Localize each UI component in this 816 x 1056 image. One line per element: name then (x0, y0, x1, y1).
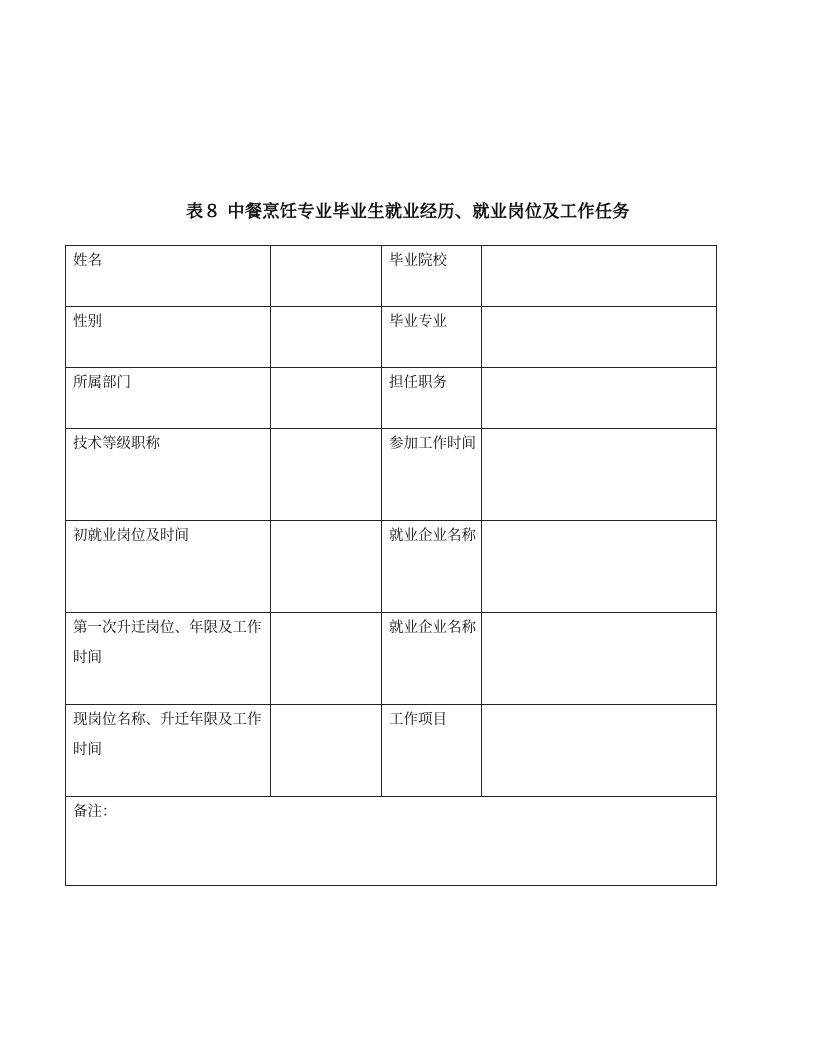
label-major: 毕业专业 (382, 307, 482, 368)
work-items-field[interactable] (482, 705, 717, 797)
label-work-items: 工作项目 (382, 705, 482, 797)
page-title: 表８ 中餐烹饪专业毕业生就业经历、就业岗位及工作任务 (186, 202, 630, 222)
table-row (66, 307, 717, 368)
label-school: 毕业院校 (382, 246, 482, 307)
label-company-name-2: 就业企业名称 (382, 613, 482, 705)
table-row (66, 521, 717, 613)
department-field[interactable] (271, 368, 382, 429)
first-promotion-field[interactable] (271, 613, 382, 705)
first-job-field[interactable] (271, 521, 382, 613)
current-position-field[interactable] (271, 705, 382, 797)
table-row (66, 429, 717, 521)
label-first-promotion: 第一次升迁岗位、年限及工作时间 (66, 613, 271, 705)
table-row (66, 613, 717, 705)
label-gender: 性别 (66, 307, 271, 368)
gender-field[interactable] (271, 307, 382, 368)
name-field[interactable] (271, 246, 382, 307)
label-company-name: 就业企业名称 (382, 521, 482, 613)
label-department: 所属部门 (66, 368, 271, 429)
label-technical-grade: 技术等级职称 (66, 429, 271, 521)
label-current-position: 现岗位名称、升迁年限及工作时间 (66, 705, 271, 797)
table-row (66, 705, 717, 797)
table-row (66, 368, 717, 429)
position-field[interactable] (482, 368, 717, 429)
table-row (66, 246, 717, 307)
company-name-field[interactable] (482, 521, 717, 613)
company-name-field-2[interactable] (482, 613, 717, 705)
label-name: 姓名 (66, 246, 271, 307)
school-field[interactable] (482, 246, 717, 307)
technical-grade-field[interactable] (271, 429, 382, 521)
employment-form-table (65, 245, 717, 886)
label-first-job: 初就业岗位及时间 (66, 521, 271, 613)
remarks-row (66, 797, 717, 886)
remarks-field[interactable] (66, 797, 717, 886)
major-field[interactable] (482, 307, 717, 368)
label-work-start-time: 参加工作时间 (382, 429, 482, 521)
remarks-label: 备注： (73, 804, 117, 820)
work-start-time-field[interactable] (482, 429, 717, 521)
label-position: 担任职务 (382, 368, 482, 429)
